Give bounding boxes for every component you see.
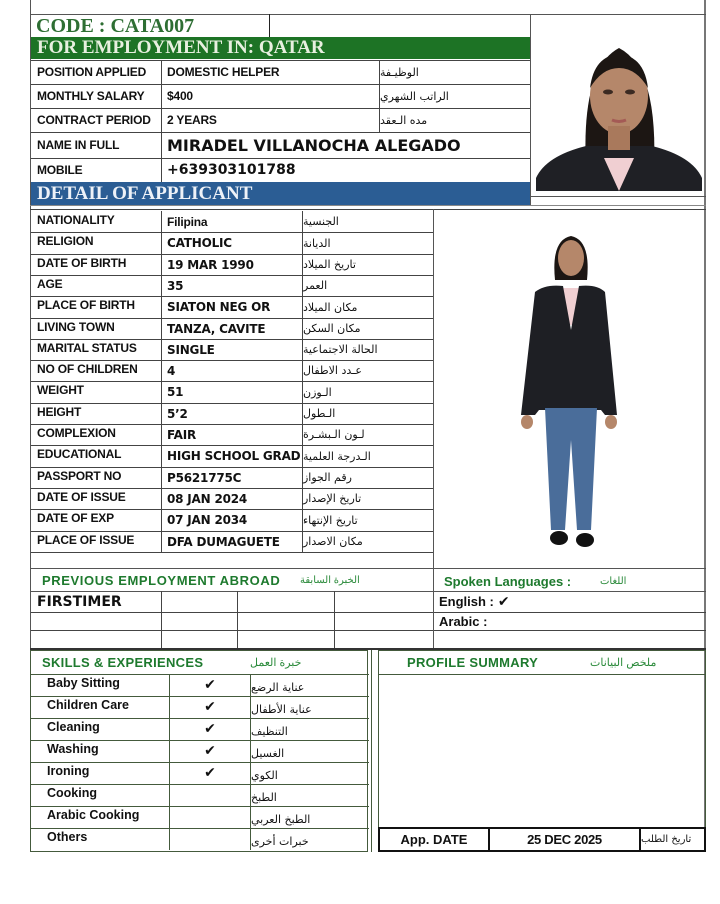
detail-label: NO OF CHILDREN (37, 361, 138, 376)
check-icon: ✔ (204, 677, 216, 693)
detail-value: 08 JAN 2024 (167, 491, 248, 506)
language-item (439, 612, 491, 630)
profile-summary-content[interactable] (380, 676, 704, 826)
detail-label: DATE OF EXP (37, 511, 114, 525)
divider (334, 630, 335, 648)
detail-arabic: الـدرجة العلمية (303, 449, 371, 463)
detail-label: AGE (37, 276, 63, 291)
skill-arabic: التنظيف (251, 724, 288, 738)
check-icon: ✔ (497, 593, 510, 610)
job-field-value: MIRADEL VILLANOCHA ALEGADO (167, 135, 461, 155)
language-item (439, 591, 510, 612)
detail-value: 35 (167, 278, 184, 293)
detail-arabic: تاريخ الميلاد (303, 258, 356, 271)
divider (433, 630, 706, 631)
divider (161, 84, 162, 108)
divider (161, 612, 162, 630)
detail-arabic: تاريخ الإنتهاء (303, 513, 358, 527)
detail-label: LIVING TOWN (37, 319, 115, 334)
divider (161, 275, 162, 296)
detail-value: CATHOLIC (167, 236, 232, 250)
detail-arabic: العمر (303, 279, 328, 292)
job-field-arabic: الراتب الشهري (380, 89, 449, 103)
check-icon: ✔ (204, 699, 216, 715)
job-field-value: DOMESTIC HELPER (167, 65, 280, 79)
check-icon (170, 828, 250, 850)
detail-arabic: عـدد الاطفال (303, 364, 362, 377)
detail-arabic: رقم الجواز (303, 471, 352, 484)
divider (237, 612, 238, 630)
app-date-value: 25 DEC 2025 (527, 832, 602, 847)
skill-label: Ironing (47, 764, 90, 778)
detail-label: RELIGION (37, 234, 94, 248)
detail-arabic: الـوزن (303, 385, 332, 399)
job-field-arabic: الوظيـفة (380, 65, 419, 79)
detail-value: 4 (167, 363, 176, 378)
skill-label: Washing (47, 742, 99, 756)
check-icon: ✔ (204, 743, 216, 759)
divider (433, 209, 434, 591)
divider (161, 467, 162, 488)
employment-banner: FOR EMPLOYMENT IN: QATAR (31, 37, 530, 59)
skill-arabic: خبرات أخرى (251, 834, 309, 848)
detail-arabic: الـطول (303, 407, 336, 420)
detail-label: HEIGHT (37, 404, 82, 419)
detail-arabic: مكان الميلاد (303, 300, 358, 314)
divider (334, 612, 335, 630)
divider (433, 591, 434, 648)
divider (161, 488, 162, 509)
divider (161, 232, 162, 254)
divider (237, 591, 238, 612)
divider (161, 424, 162, 445)
divider (161, 318, 162, 339)
job-field-label: NAME IN FULL (37, 138, 120, 152)
detail-value: HIGH SCHOOL GRAD (167, 449, 301, 463)
skill-arabic: الطبخ (251, 790, 277, 804)
language-label: Arabic : (439, 613, 488, 629)
detail-value: Filipina (167, 214, 208, 229)
divider (161, 296, 162, 318)
detail-label: NATIONALITY (37, 212, 115, 227)
detail-arabic: الجنسية (303, 215, 339, 228)
divider (269, 14, 270, 37)
languages-title: Spoken Languages : (444, 573, 572, 589)
divider (161, 158, 162, 182)
skill-label: Children Care (47, 698, 129, 712)
detail-label: DATE OF ISSUE (37, 489, 126, 504)
skill-label: Baby Sitting (47, 676, 120, 690)
divider (161, 381, 162, 403)
skills-title-arabic: خبرة العمل (250, 656, 302, 669)
previous-employment-title-arabic: الخبرة السابقة (300, 574, 360, 586)
detail-label: EDUCATIONAL (37, 447, 122, 461)
job-field-value: 2 YEARS (167, 113, 217, 127)
detail-arabic: لـون الـبشـرة (303, 428, 365, 441)
detail-value: 19 MAR 1990 (167, 257, 254, 272)
check-icon: ✔ (204, 765, 216, 781)
divider (378, 674, 706, 675)
detail-label: WEIGHT (37, 383, 84, 397)
portrait-image (536, 28, 702, 191)
profile-summary-title-arabic: ملخص البيانات (590, 656, 657, 669)
divider (161, 531, 162, 552)
divider (334, 591, 335, 612)
divider (161, 445, 162, 467)
detail-value: FAIR (167, 427, 197, 442)
detail-arabic: مكان الاصدار (303, 535, 363, 548)
divider (30, 591, 706, 592)
divider (371, 650, 372, 852)
app-date-arabic: تاريخ الطلب (641, 834, 692, 845)
job-field-label: MOBILE (37, 163, 83, 177)
previous-employment-title: PREVIOUS EMPLOYMENT ABROAD (42, 572, 281, 588)
divider (31, 612, 433, 613)
portrait-photo (536, 28, 702, 191)
divider (30, 205, 706, 206)
detail-label: PLACE OF ISSUE (37, 532, 135, 547)
detail-value: TANZA, CAVITE (167, 321, 266, 336)
skill-label: Cooking (47, 786, 97, 800)
skills-title: SKILLS & EXPERIENCES (42, 654, 204, 670)
detail-value: SINGLE (167, 342, 215, 357)
job-field-value: +639303101788 (167, 162, 296, 178)
divider (161, 60, 162, 84)
language-label: English : (439, 594, 494, 609)
divider (31, 630, 433, 631)
profile-summary-title: PROFILE SUMMARY (407, 654, 539, 670)
skill-label: Others (47, 830, 88, 844)
app-date-label: App. DATE (400, 832, 468, 847)
detail-label: PLACE OF BIRTH (37, 298, 135, 312)
skill-label: Cleaning (47, 720, 100, 734)
divider (237, 630, 238, 648)
divider (530, 14, 531, 206)
check-icon: ✔ (204, 721, 216, 737)
detail-label: PASSPORT NO (37, 468, 122, 483)
detail-label: DATE OF BIRTH (37, 255, 127, 270)
code-label: CODE : CATA007 (36, 14, 195, 37)
detail-banner: DETAIL OF APPLICANT (31, 182, 530, 205)
detail-arabic: الحالة الاجتماعية (303, 343, 378, 356)
job-field-label: CONTRACT PERIOD (37, 113, 151, 127)
detail-arabic: الديانة (303, 236, 331, 250)
divider (530, 196, 706, 197)
divider (31, 552, 433, 553)
detail-label: COMPLEXION (37, 425, 116, 440)
divider (161, 403, 162, 424)
divider (161, 108, 162, 132)
job-field-arabic: مده الـعقد (380, 113, 428, 127)
divider (161, 211, 162, 232)
divider (30, 209, 706, 210)
skill-arabic: الكوي (251, 768, 278, 782)
full-body-photo (505, 230, 635, 550)
divider (161, 630, 162, 648)
languages-title-arabic: اللغات (600, 575, 627, 587)
skill-arabic: الغسيل (251, 746, 285, 760)
detail-label: MARITAL STATUS (37, 340, 137, 355)
divider (161, 591, 162, 612)
detail-value: 07 JAN 2034 (167, 513, 248, 527)
detail-value: P5621775C (167, 470, 242, 485)
divider (161, 509, 162, 531)
job-field-value: $400 (167, 89, 193, 103)
skill-arabic: عناية الأطفال (251, 702, 312, 716)
detail-value: SIATON NEG OR (167, 300, 271, 314)
skill-arabic: عناية الرضع (251, 680, 305, 694)
divider (161, 254, 162, 275)
check-icon (170, 806, 250, 828)
previous-employment-cell: FIRSTIMER (37, 593, 122, 610)
job-field-label: MONTHLY SALARY (37, 89, 145, 103)
detail-value: DFA DUMAGUETE (167, 534, 280, 549)
skill-label: Arabic Cooking (47, 808, 140, 822)
detail-arabic: تاريخ الإصدار (303, 492, 362, 505)
job-field-label: POSITION APPLIED (37, 65, 147, 79)
full-body-image (505, 230, 635, 550)
detail-value: 51 (167, 385, 184, 399)
divider (161, 339, 162, 360)
detail-arabic: مكان السكن (303, 322, 361, 335)
check-icon (170, 784, 250, 806)
divider (161, 360, 162, 381)
divider (161, 132, 162, 158)
detail-value: 5’2 (167, 406, 188, 421)
skill-arabic: الطبخ العربي (251, 812, 311, 826)
